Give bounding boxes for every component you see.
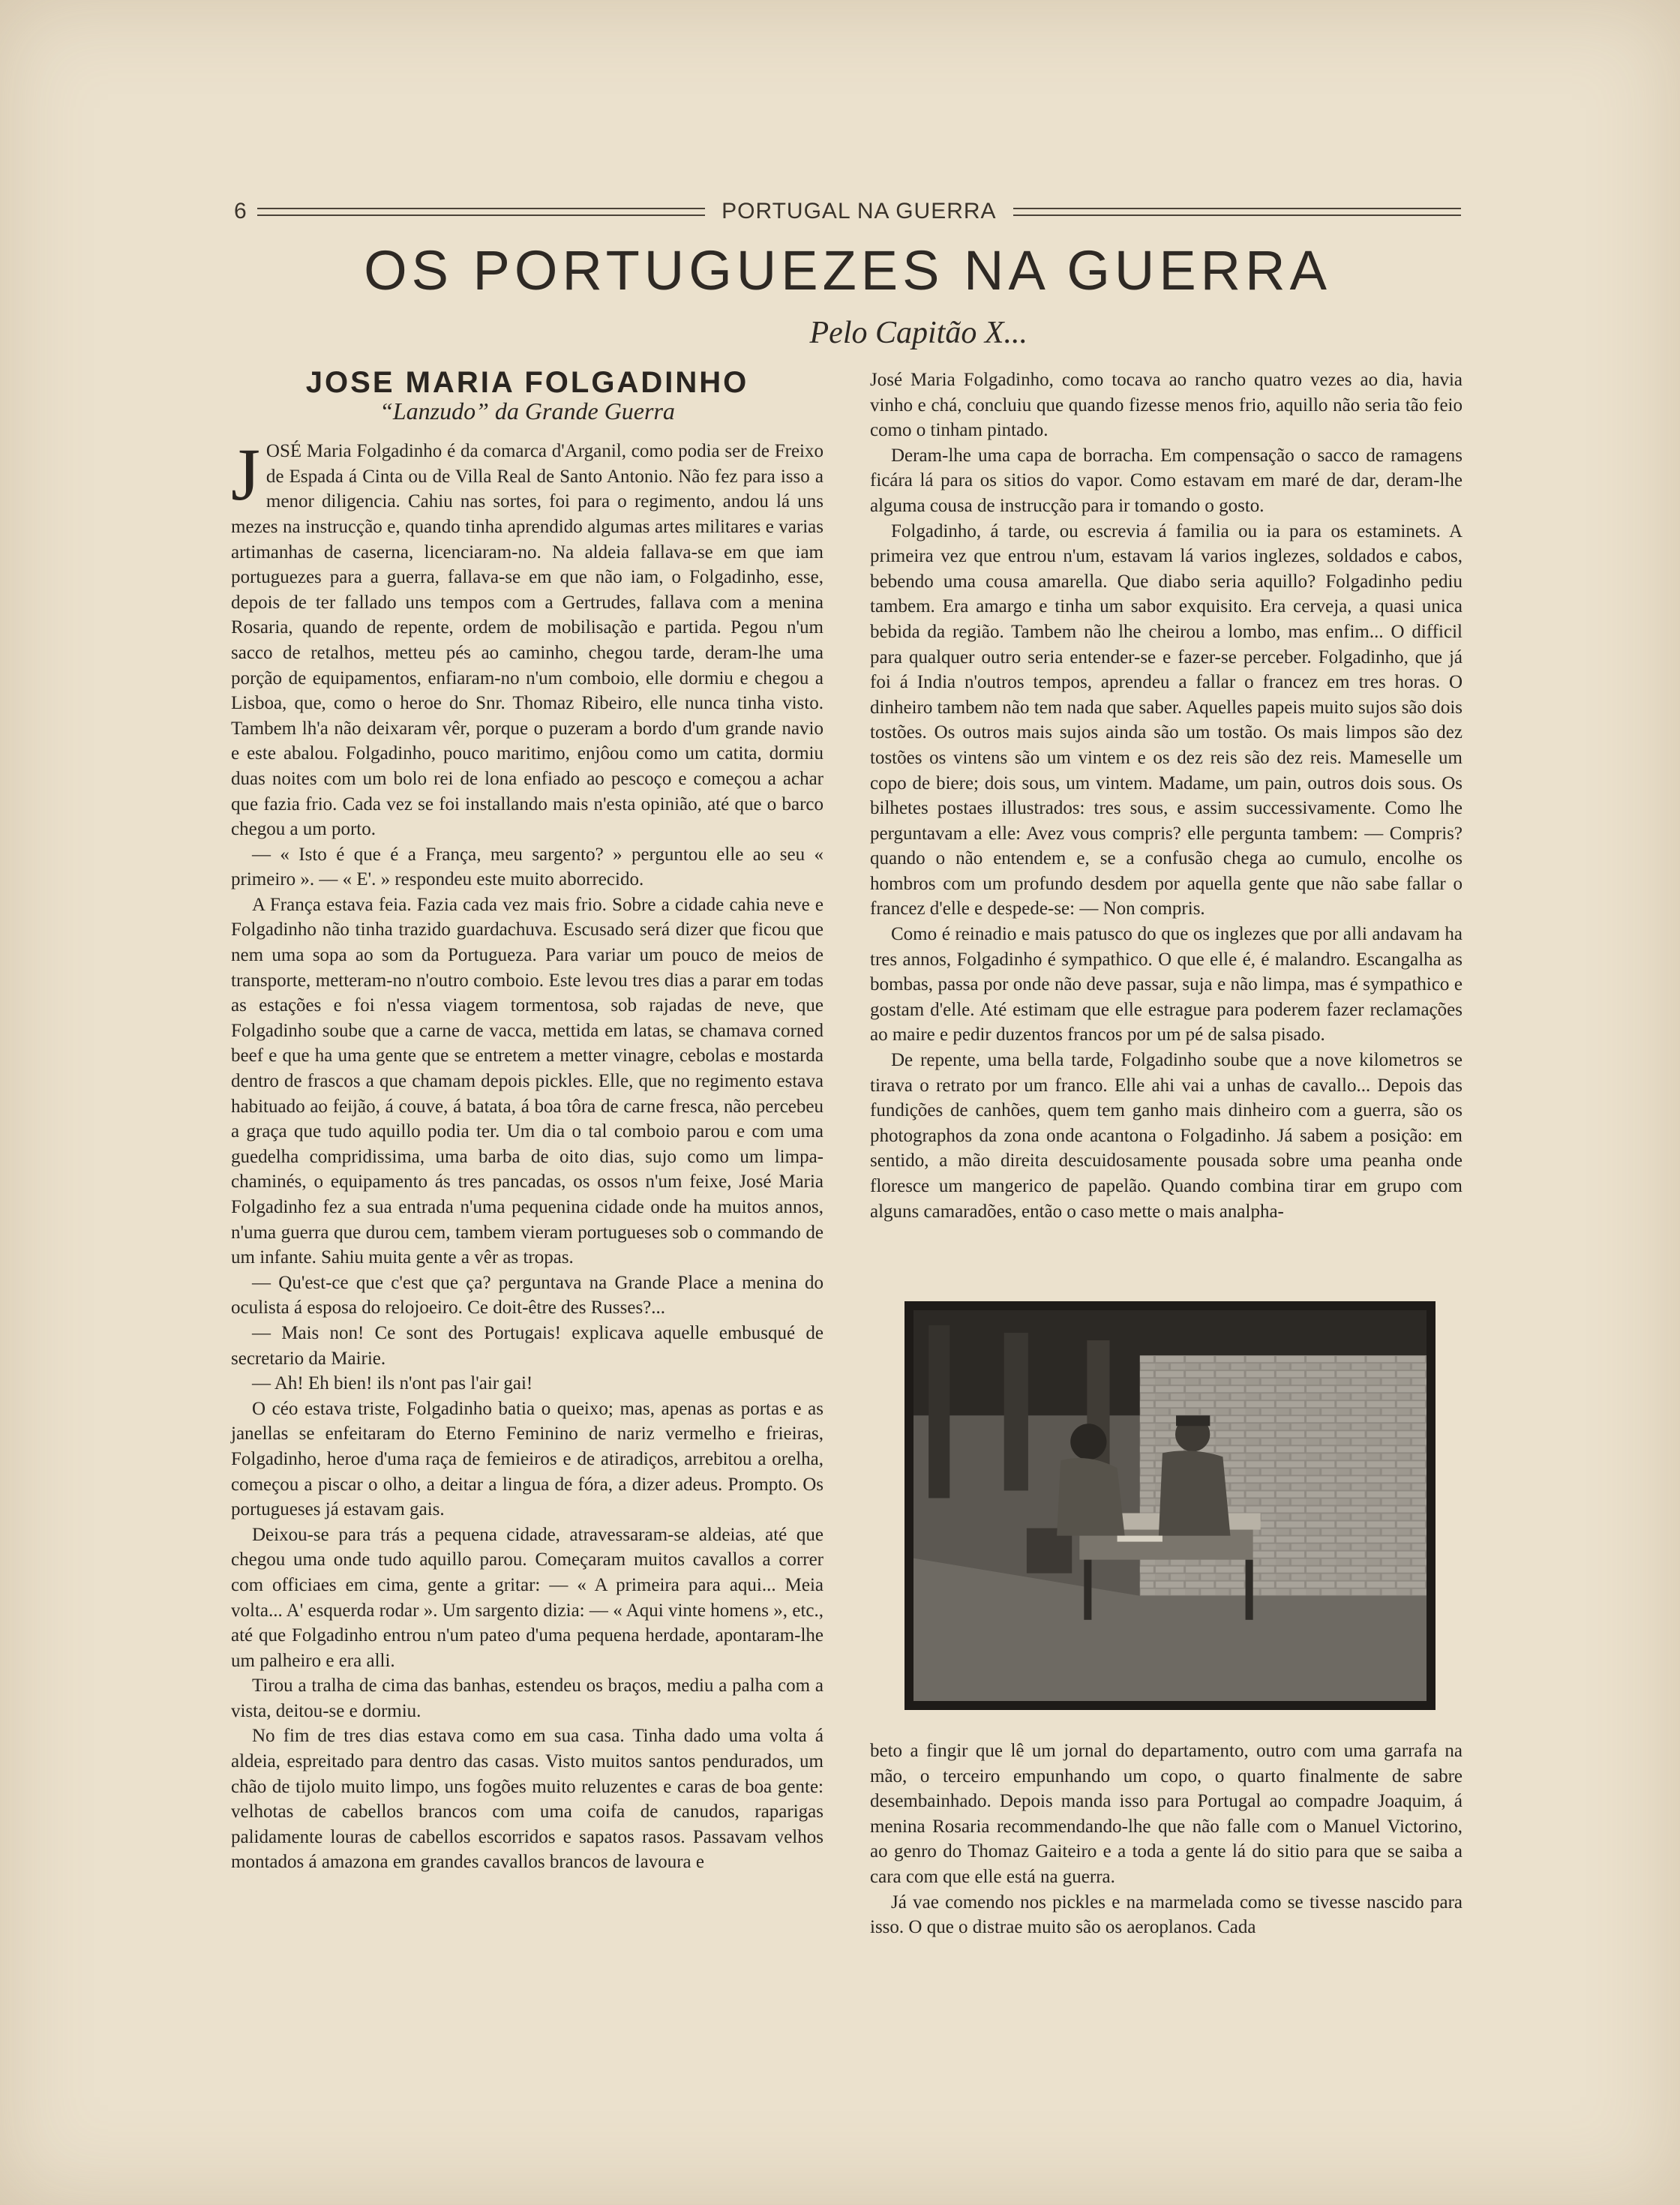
paragraph: — « Isto é que é a França, meu sargento? » perguntou elle ao seu « primeiro ». — « E'. » respondeu este muito aborrecido. [231, 844, 824, 890]
running-head [234, 196, 1461, 226]
paragraph: Deixou-se para trás a pequena cidade, atravessaram-se aldeias, até que chegou uma onde tudo aquillo parou. Começaram muitos cavallos a correr com officiaes em cima, gente a gritar: — « A primeira para aqui... Meia volta... A' esquerda rodar ». Um sargento dizia: — « Aqui vinte homens », etc., até que Folgadinho entrou n'um pateo d'uma pequena herdade, apontaram-lhe um palheiro e era alli. [231, 1524, 824, 1671]
paragraph: OSÉ Maria Folgadinho é da comarca d'Arganil, como podia ser de Freixo de Espada á Cinta ou de Villa Real de Santo Antonio. Não fez para isso a menor diligencia. Cahiu nas sortes, foi para o regimento, andou lá uns mezes na instrucção e, quando tinha aprendido algumas artes militares e varias artimanhas de caserna, licenciaram-no. Na aldeia fallava-se em que iam portuguezes para a guerra, fallava-se em que não iam, o Folgadinho, esse, depois de ter fallado uns tempos com a Gertrudes, fallava com a menina Rosaria, quando de repente, ordem de mobilisação e partida. Pegou n'um sacco de retalhos, metteu pés ao caminho, chegou tarde, deram-lhe uma porção de equipamentos, enfiaram-no n'um comboio, elle dormiu e chegou a Lisboa, que, como o heroe do Snr. Thomaz Ribeiro, elle nunca tinha visto. Tambem lh'a não deixaram vêr, porque o puzeram a bordo d'um grande navio e este abalou. Folgadinho, pouco maritimo, enjôou como um catita, dormiu duas noites com um bolo rei de lona enfiado ao pescoço e começou a achar que fazia frio. Cada vez se foi installando mais n'esta opinião, até que o barco chegou a um porto. [231, 441, 824, 840]
paragraph: Tirou a tralha de cima das banhas, estendeu os braços, mediu a palha com a vista, deitou-se e dormiu. [231, 1676, 824, 1721]
paragraph: — Mais non! Ce sont des Portugais! explicava aquelle embusqué de secretario da Mairie. [231, 1322, 824, 1369]
paragraph: Como é reinadio e mais patusco do que os inglezes que por alli andavam ha tres annos, Folgadinho é sympathico. O que elle é, é malandro. Escangalha as bombas, passa por onde não deve passar, suja e não limpa, mas é sympathico e gostam d'elle. Até estimam que elle estrague para poderem fazer reclamações ao maire e pedir duzentos francos por um pé de salsa pisado. [870, 924, 1462, 1046]
double-rule-right [1013, 208, 1461, 216]
paragraph: Já vae comendo nos pickles e na marmelada como se tivesse nascido para isso. O que o distrae muito são os aeroplanos. Cada [870, 1892, 1462, 1938]
paragraph: A França estava feia. Fazia cada vez mais frio. Sobre a cidade cahia neve e Folgadinho não tinha trazido guardachuva. Escusado será dizer que ficou que nem uma sopa ao som da Portugueza. Para variar um pouco de meios de transporte, metteram-no n'outro comboio. Este levou tres dias a parar em todas as estações e foi n'essa viagem tormentosa, sob rajadas de neve, que Folgadinho soube que a carne de vacca, mettida em latas, se chamava corned beef e que ha uma gente que se entretem a metter vinagre, cebolas e mostarda dentro de frascos a que chamam depois pickles. Elle, que no regimento estava habituado ao feijão, á couve, á batata, á boa tôra de carne fresca, não percebeu a graça que tudo aquillo podia ter. Um dia o tal comboio parou e com uma guedelha compridissima, uma barba de oito dias, sujo como um limpa-chaminés, o equipamento ás tres pancadas, os ossos n'um feixe, José Maria Folgadinho fez a sua entrada n'uma pequenina cidade onde ha muitos annos, n'uma guerra que durou cem, tambem vieram portugueses sob o commando de um infante. Sahiu muita gente a vêr as tropas. [231, 894, 824, 1268]
paragraph: beto a fingir que lê um jornal do departamento, outro com uma garrafa na mão, o terceiro empunhando um copo, o quarto finalmente de sabre desembainhado. Depois manda isso para Portugal ao compadre Joaquim, á menina Rosaria recommendando-lhe que não falle com o Manuel Victorino, ao genro do Thomaz Gaiteiro e a toda a gente lá do sitio para que se saiba a cara com que elle está na guerra. [870, 1741, 1462, 1887]
page-title: OS PORTUGUEZES NA GUERRA [364, 239, 1331, 302]
paragraph: Deram-lhe uma capa de borracha. Em compensação o sacco de ramagens ficára lá para os sitios do vapor. Como estavam em maré de dar, deram-lhe alguma cousa de instrucção para ir tomando o gosto. [870, 445, 1462, 516]
photograph-soldiers-at-table [904, 1301, 1436, 1710]
paragraph: José Maria Folgadinho, como tocava ao rancho quatro vezes ao dia, havia vinho e chá, concluiu que quando fizesse menos frio, aquillo não seria tão feio como o tinham pintado. [870, 370, 1462, 441]
right-column-continued [870, 1738, 1462, 1940]
masthead: PORTUGAL NA GUERRA [722, 199, 997, 224]
article-heading: JOSE MARIA FOLGADINHO [305, 366, 749, 399]
paragraph: De repente, uma bella tarde, Folgadinho soube que a nove kilometros se tirava o retrato por um franco. Elle ahi vai a unhas de cavallo... Depois das fundições de canhões, quem tem ganho mais dinheiro com a guerra, são os photographos da zona onde acantona o Folgadinho. Já sabem a posição: em sentido, a mão direita descuidosamente pousada sobre uma peanha onde floresce um mangerico de papelão. Quando combina tirar em grupo com alguns camaradões, então o caso mette o mais analpha- [870, 1050, 1462, 1222]
paragraph: No fim de tres dias estava como em sua casa. Tinha dado uma volta á aldeia, espreitado para dentro das casas. Visto muitos santos pendurados, um chão de tijolo muito limpo, uns fogões muito reluzentes e caras de boa gente: velhotas de cabellos brancos com uma coifa de canudos, raparigas palidamente louras de cabellos escorridos e sapatos rasos. Passavam velhos montados á amazona em grandes cavallos brancos de lavoura e [231, 1726, 824, 1873]
drop-cap: J [231, 433, 260, 517]
right-column [870, 368, 1462, 1224]
article-subheading: “Lanzudo” da Grande Guerra [380, 397, 675, 424]
page-number: 6 [234, 199, 247, 224]
double-rule-left [257, 208, 705, 216]
paragraph: — Qu'est-ce que c'est que ça? perguntava na Grande Place a menina do oculista á esposa do relojoeiro. Ce doit-être des Russes?... [231, 1272, 824, 1318]
photo-illustration [914, 1310, 1426, 1701]
paragraph: O céo estava triste, Folgadinho batia o queixo; mas, apenas as portas e as janellas se enfeitaram do Eterno Feminino de nariz vermelho e frieiras, Folgadinho, heroe d'uma raça de femieiros e de atiradiços, arrebitou a orelha, começou a piscar o olho, a deitar a lingua de fóra, a dizer adeus. Prompto. Os portugueses já estavam gais. [231, 1398, 824, 1520]
paragraph: — Ah! Eh bien! ils n'ont pas l'air gai! [252, 1373, 533, 1394]
paragraph: Folgadinho, á tarde, ou escrevia á familia ou ia para os estaminets. A primeira vez que entrou n'um, estavam lá varios inglezes, soldados e cabos, bebendo uma cousa amarella. Que diabo seria aquillo? Folgadinho pediu tambem. Era amargo e tinha um sabor exquisito. Era cerveja, a quasi unica bebida da região. Tambem não lhe cheirou a lombo, mas enfim... O difficil para qualquer outro seria entender-se e fazer-se perceber. Folgadinho, que já foi á India n'outros tempos, aprendeu a fallar o francez em tres horas. O dinheiro tambem não tem nada que saber. Aquelles papeis muito sujos são dois tostões. Os outros mais sujos ainda são um tostão. Os mais limpos são dez tostões os vintens são um vintem e os dez reis são dez reis. Mameselle um copo de biere; dois sous, um vintem. Madame, um pain, outros dois sous. Os bilhetes postaes illustrados: tres sous, e assim successivamente. Como lhe perguntavam a elle: Avez vous compris? elle pergunta tambem: — Compris? quando o não entendem e, se a confusão chega ao cumulo, encolhe os hombros com um profundo desdem por aquella gente que não sabe fallar o francez d'elle e despede-se: — Non compris. [870, 520, 1462, 920]
byline: Pelo Capitão X... [809, 316, 1028, 350]
left-column [231, 368, 824, 1875]
